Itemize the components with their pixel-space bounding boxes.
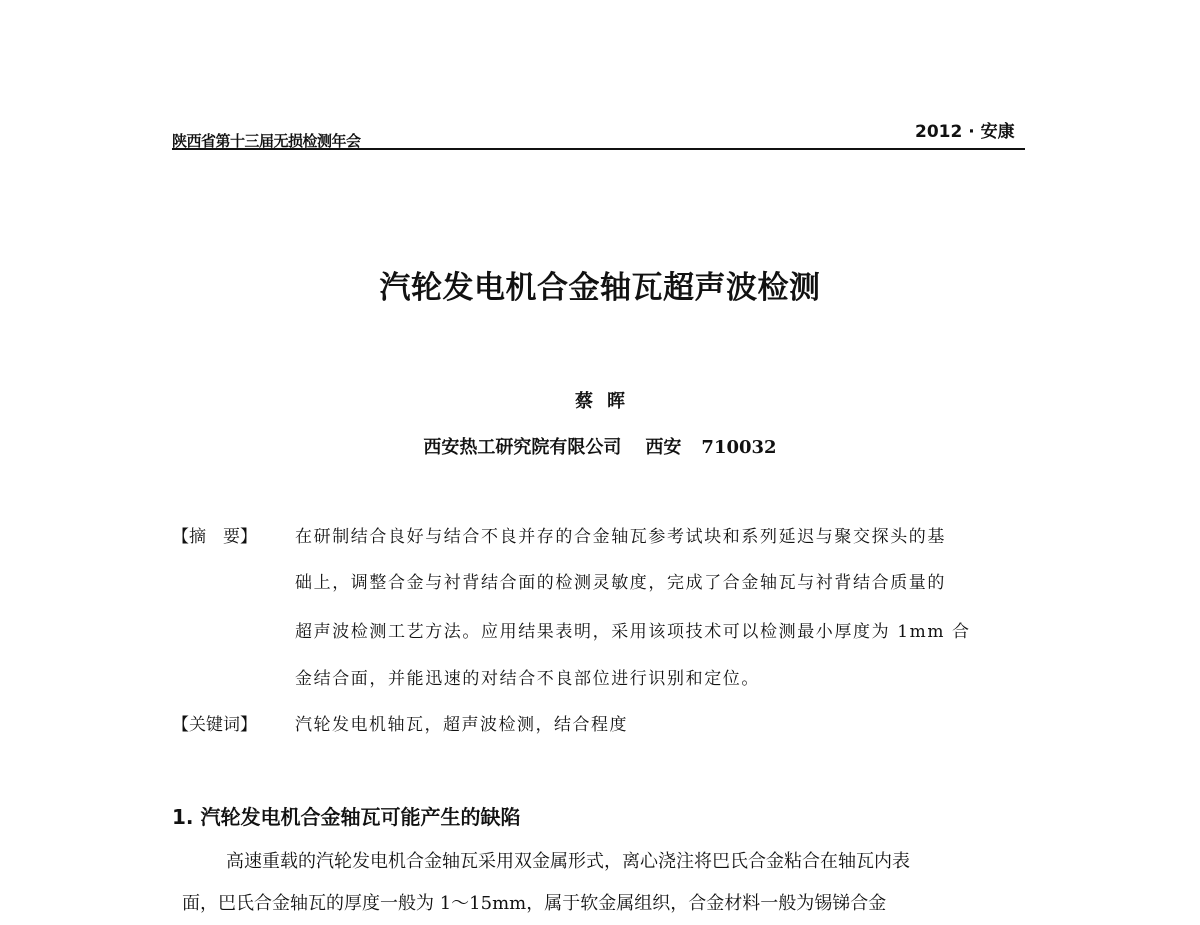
author-affiliation	[0, 433, 1200, 459]
abstract-label: 【摘 要】	[172, 527, 257, 547]
body-paragraph-line: 高速重载的汽轮发电机合金轴瓦采用双金属形式，离心浇注将巴氏合金粘合在轴瓦内表	[226, 851, 910, 872]
section-heading: 1. 汽轮发电机合金轴瓦可能产生的缺陷	[172, 805, 521, 829]
paper-title: 汽轮发电机合金轴瓦超声波检测	[379, 270, 821, 306]
body-paragraph-line: 面，巴氏合金轴瓦的厚度一般为 1～15mm，属于软金属组织，合金材料一般为锡锑合金	[182, 893, 887, 914]
author-name: 蔡晖	[575, 391, 639, 412]
keywords-label: 【关键词】	[172, 715, 257, 735]
abstract-line: 在研制结合良好与结合不良并存的合金轴瓦参考试块和系列延迟与聚交探头的基	[295, 527, 946, 547]
header-divider	[172, 148, 1025, 150]
abstract-line: 超声波检测工艺方法。应用结果表明，采用该项技术可以检测最小厚度为 1mm 合	[295, 622, 971, 642]
affiliation-org: 西安热工研究院有限公司	[423, 437, 622, 458]
abstract-line: 础上，调整合金与衬背结合面的检测灵敏度，完成了合金轴瓦与衬背结合质量的	[295, 573, 946, 593]
affiliation-city: 西安	[645, 437, 682, 458]
keywords-text: 汽轮发电机轴瓦，超声波检测，结合程度	[295, 715, 628, 735]
affiliation-postcode: 710032	[701, 437, 777, 458]
abstract-line: 金结合面，并能迅速的对结合不良部位进行识别和定位。	[295, 669, 760, 689]
conference-name: 陕西省第十三届无损检测年会	[172, 132, 361, 150]
conference-year-place: 2012 · 安康	[915, 122, 1015, 142]
